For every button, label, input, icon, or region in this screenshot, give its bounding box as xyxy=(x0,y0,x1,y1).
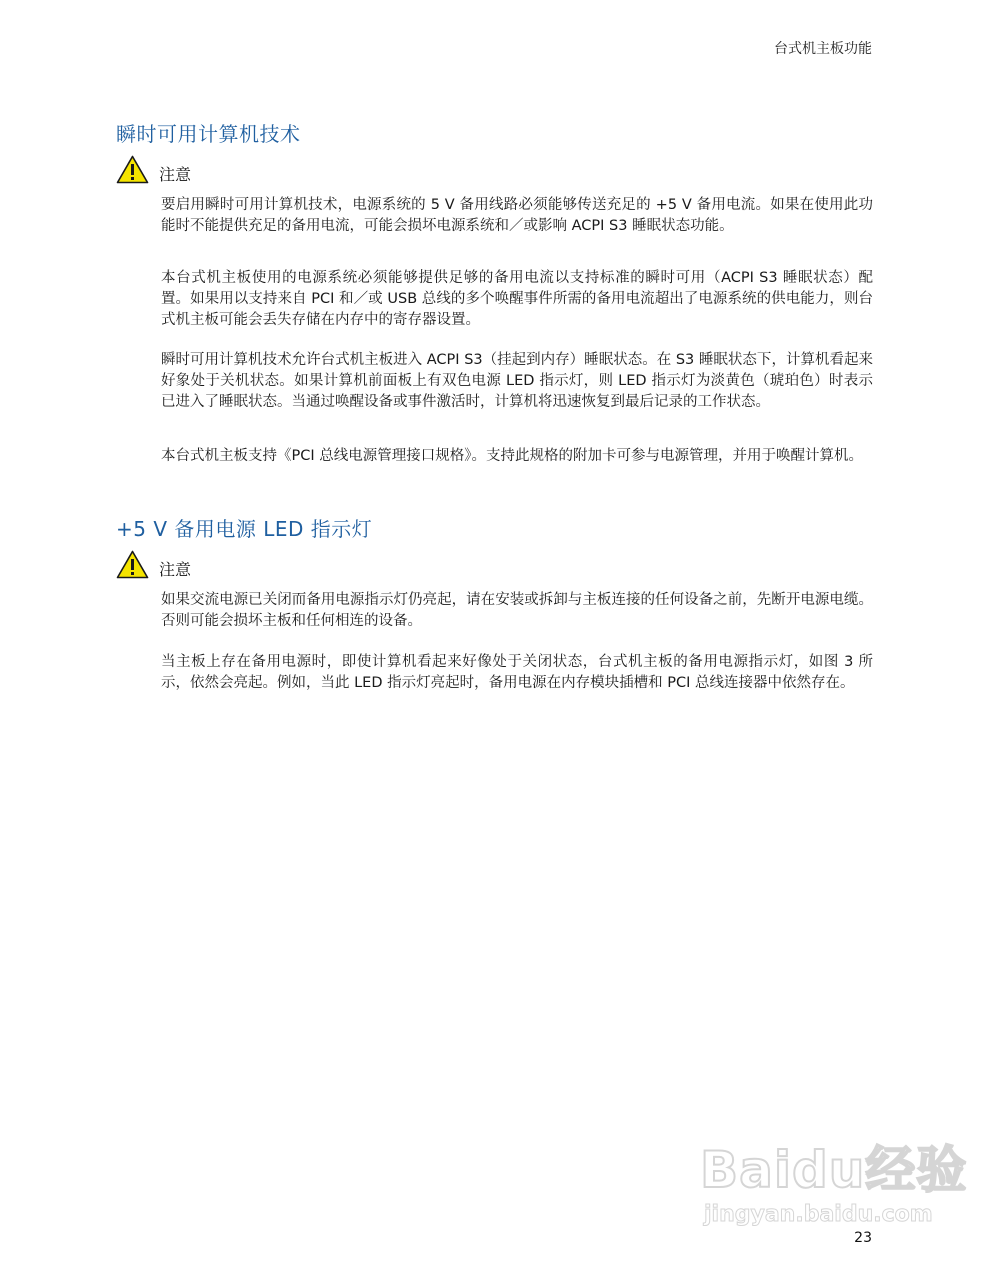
caution-notice-1 xyxy=(116,155,191,184)
watermark-brand: Baidu经验 xyxy=(700,1141,968,1199)
warning-triangle-icon xyxy=(116,155,149,184)
paragraph-standby-led: 当主板上存在备用电源时，即使计算机看起来好像处于关闭状态，台式机主板的备用电源指示灯，如图 3 所示，依然会亮起。例如，当此 LED 指示灯亮起时，备用电源在内存模块插槽和 PCI 总线连接器中依然存在。 xyxy=(161,654,873,691)
baidu-watermark xyxy=(700,1130,968,1240)
page-number: 23 xyxy=(854,1230,872,1246)
caution-text-1: 要启用瞬时可用计算机技术，电源系统的 5 V 备用线路必须能够传送充足的 +5 V 备用电流。如果在使用此功能时不能提供充足的备用电流，可能会损坏电源系统和／或影响 ACPI S3 睡眠状态功能。 xyxy=(161,197,873,234)
section-title-standby-led: +5 V 备用电源 LED 指示灯 xyxy=(116,517,373,541)
caution-label: 注意 xyxy=(159,165,192,184)
paragraph-s3-sleep: 瞬时可用计算机技术允许台式机主板进入 ACPI S3（挂起到内存）睡眠状态。在 S3 睡眠状态下，计算机看起来好象处于关机状态。如果计算机前面板上有双色电源 LED 指示灯，则 LED 指示灯为淡黄色（琥珀色）时表示已进入了睡眠状态。当通过唤醒设备或事件激活时，计算机将迅速恢复到最后记录的工作状态。 xyxy=(161,352,873,410)
running-header: 台式机主板功能 xyxy=(774,41,872,57)
section-title-instant-on: 瞬时可用计算机技术 xyxy=(116,122,301,146)
caution-notice-2 xyxy=(116,550,191,579)
caution-label: 注意 xyxy=(159,560,192,579)
paragraph-pci-pm-spec: 本台式机主板支持《PCI 总线电源管理接口规格》。支持此规格的附加卡可参与电源管理，并用于唤醒计算机。 xyxy=(161,448,863,464)
watermark-url: jingyan.baidu.com xyxy=(704,1202,933,1227)
warning-triangle-icon xyxy=(116,550,149,579)
caution-text-2: 如果交流电源已关闭而备用电源指示灯仍亮起，请在安装或拆卸与主板连接的任何设备之前，先断开电源电缆。否则可能会损坏主板和任何相连的设备。 xyxy=(161,592,873,629)
paragraph-standby-current: 本台式机主板使用的电源系统必须能够提供足够的备用电流以支持标准的瞬时可用（ACPI S3 睡眠状态）配置。如果用以支持来自 PCI 和／或 USB 总线的多个唤醒事件所需的备用电流超出了电源系统的供电能力，则台式机主板可能会丢失存储在内存中的寄存器设置。 xyxy=(161,270,873,328)
